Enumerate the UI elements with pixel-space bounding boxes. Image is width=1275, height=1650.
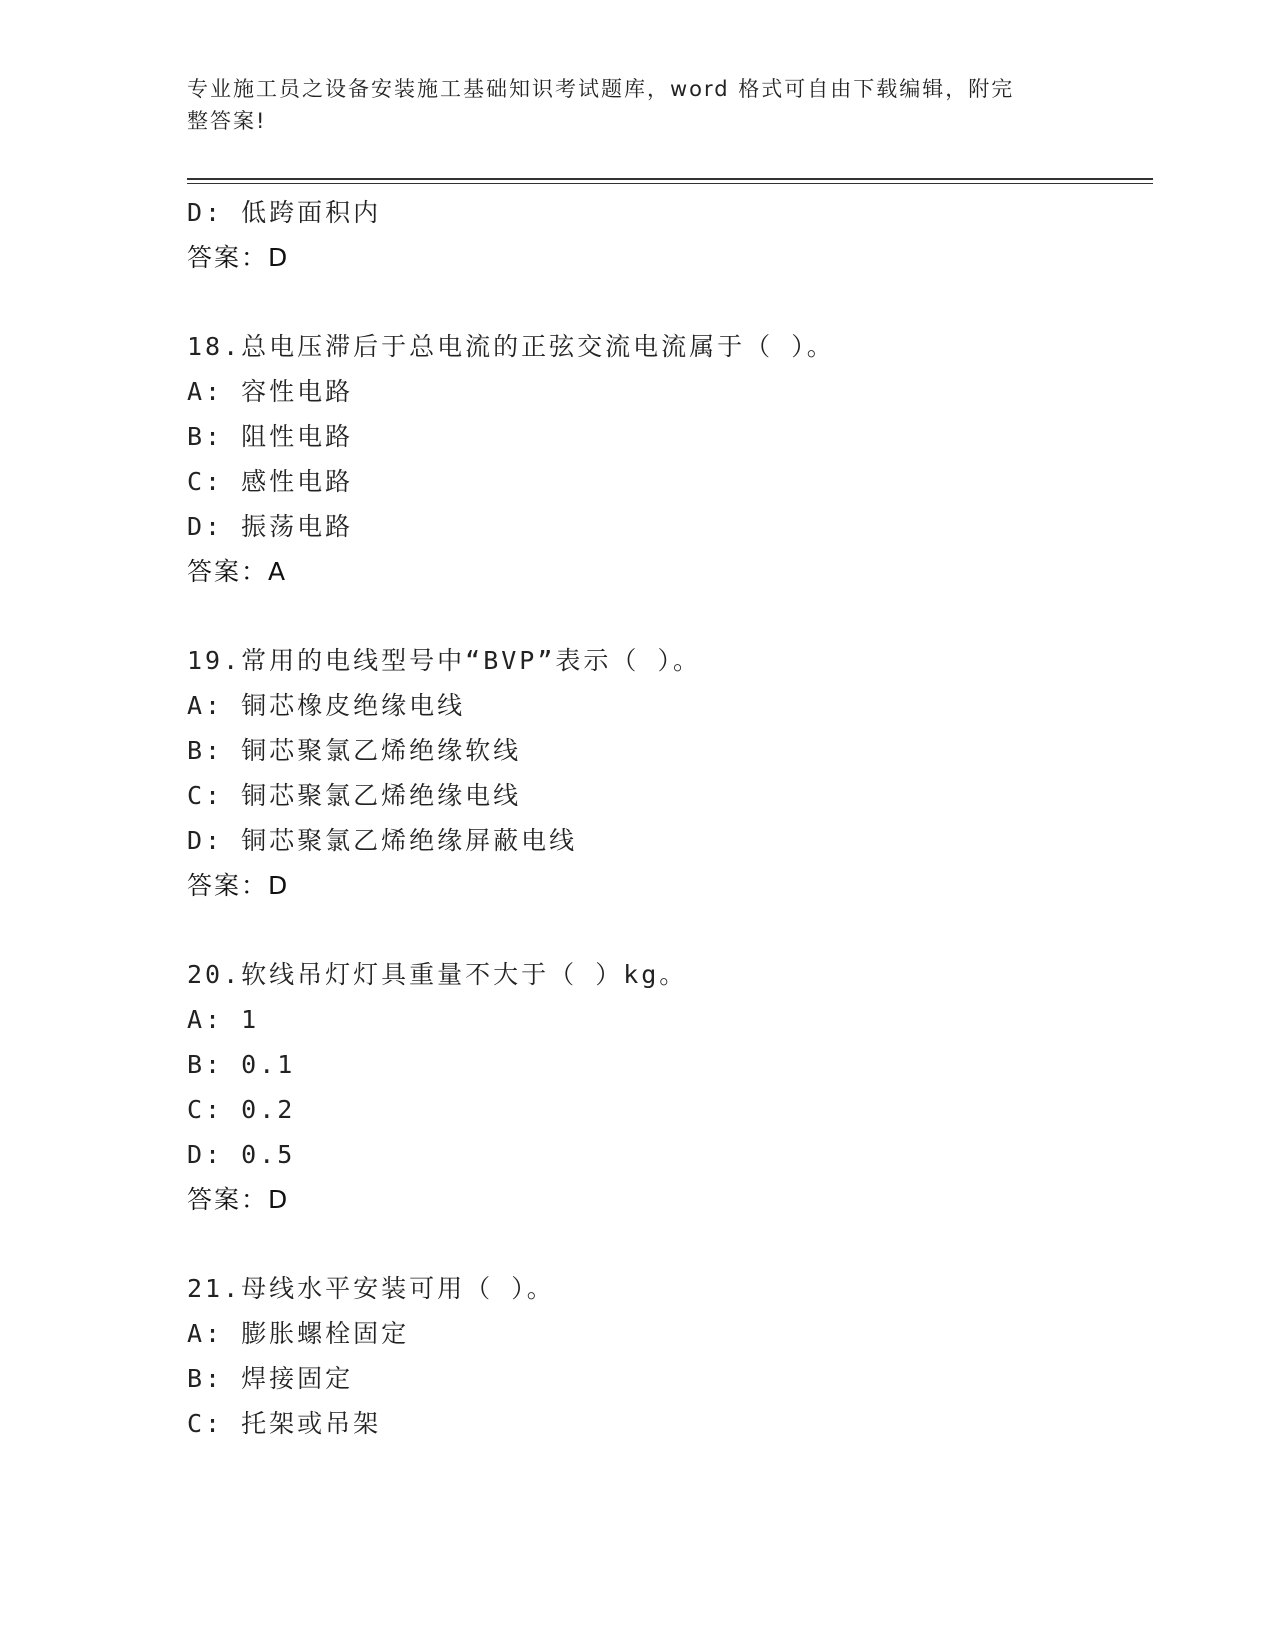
option-c: C: 托架或吊架 <box>187 1409 382 1438</box>
option-b: B: 阻性电路 <box>187 422 354 451</box>
answer-line: 答案：D <box>187 243 290 272</box>
option-d: D: 0.5 <box>187 1140 296 1169</box>
option-b: B: 铜芯聚氯乙烯绝缘软线 <box>187 736 522 765</box>
question-19 <box>187 638 1147 908</box>
header-line-1: 专业施工员之设备安装施工基础知识考试题库，word 格式可自由下载编辑，附完 <box>187 77 1015 101</box>
question-stem: 21.母线水平安装可用（ ）。 <box>187 1274 555 1303</box>
option-c: C: 0.2 <box>187 1095 296 1124</box>
answer-line: 答案：D <box>187 871 290 900</box>
answer-line: 答案：D <box>187 1185 290 1214</box>
question-20 <box>187 952 1147 1222</box>
question-stem: 20.软线吊灯灯具重量不大于（ ）kg。 <box>187 960 688 989</box>
option-b: B: 0.1 <box>187 1050 296 1079</box>
question-stem: 18.总电压滞后于总电流的正弦交流电流属于（ ）。 <box>187 332 835 361</box>
answer-line: 答案：A <box>187 557 288 586</box>
option-b: B: 焊接固定 <box>187 1364 354 1393</box>
option-a: A: 容性电路 <box>187 377 354 406</box>
header-divider-thin <box>187 183 1153 184</box>
carryover-block <box>187 190 1147 280</box>
question-stem: 19.常用的电线型号中“BVP”表示（ ）。 <box>187 646 701 675</box>
option-d: D: 铜芯聚氯乙烯绝缘屏蔽电线 <box>187 826 578 855</box>
option-c: C: 铜芯聚氯乙烯绝缘电线 <box>187 781 522 810</box>
option-d: D: 低跨面积内 <box>187 198 382 227</box>
header-line-2: 整答案! <box>187 109 267 133</box>
header-divider-thick <box>187 178 1153 180</box>
question-18 <box>187 324 1147 594</box>
option-a: A: 铜芯橡皮绝缘电线 <box>187 691 466 720</box>
question-list <box>187 190 1147 1446</box>
document-header <box>187 73 1067 137</box>
option-a: A: 膨胀螺栓固定 <box>187 1319 410 1348</box>
question-21 <box>187 1266 1147 1446</box>
option-c: C: 感性电路 <box>187 467 354 496</box>
option-a: A: 1 <box>187 1005 260 1034</box>
option-d: D: 振荡电路 <box>187 512 354 541</box>
